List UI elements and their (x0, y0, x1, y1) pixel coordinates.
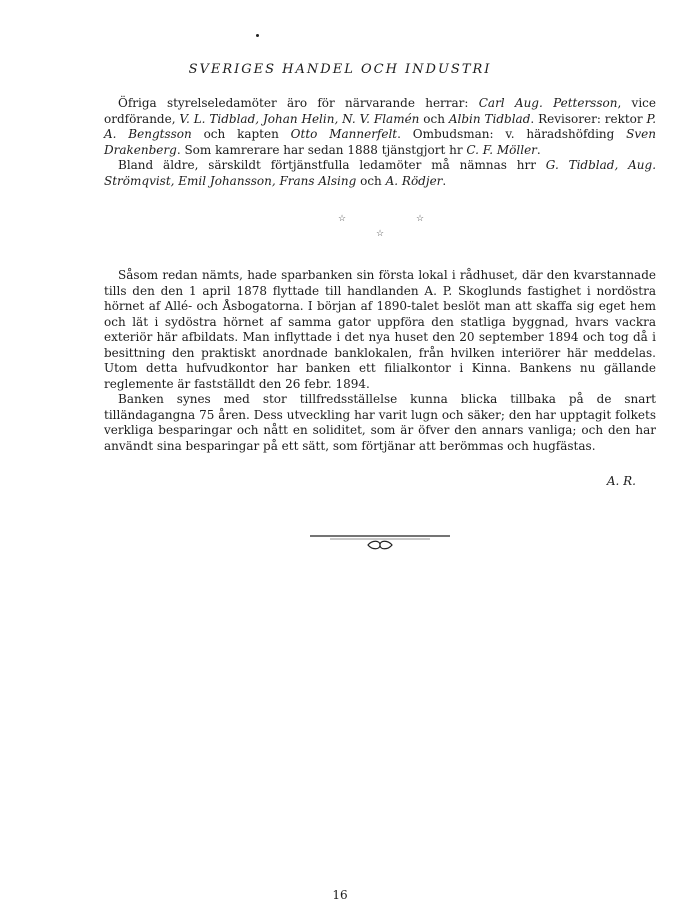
italic-name-run: Sven Drakenberg (104, 127, 656, 157)
italic-name-run: Albin Tidblad (448, 111, 531, 126)
italic-name-run: V. L. Tidblad, Johan Helin, N. V. Flamén (179, 111, 420, 126)
text-run: Bland äldre, särskildt förtjänstfulla ledamöter må nämnas hrr (118, 158, 546, 172)
board-paragraph-1 (104, 96, 656, 158)
divider-star-icon: ☆ (416, 214, 425, 224)
text-run: Öfriga styrelseledamöter äro för närvarande herrar: (118, 96, 479, 110)
history-paragraph-1: Såsom redan nämts, hade sparbanken sin första lokal i rådhuset, där den kvarstannade tills den den 1 april 1878 flyttade till handlanden A. P. Skoglunds fastighet i nordöstra hörnet af Allé- och Åsbogatorna. I början af 1890-talet beslöt man att skaffa sig eget hem och lät i sydöstra hörnet af samma gator uppföra den statliga byggnad, hvars vackra exteriör här afbildats. Man inflyttade i det nya huset den 20 september 1894 och tog då i besittning den praktiskt anordnade banklokalen, från hvilken interiörer här meddelas. Utom detta hufvudkontor har banken ett filialkontor i Kinna. Bankens nu gällande reglemente är fastställdt den 26 febr. 1894. (104, 268, 656, 391)
italic-name-run: Otto Mannerfelt (290, 127, 398, 141)
italic-name-run: Carl Aug. Pettersson (478, 96, 618, 110)
text-run: . (536, 142, 541, 157)
history-section (104, 268, 656, 454)
text-run: . Som kamrerare har sedan 1888 tjänstgjort hr (176, 142, 467, 157)
text-run: , vice ordförande, (104, 96, 656, 126)
signature: A. R. (606, 474, 636, 488)
page-number: 16 (332, 888, 348, 902)
divider-star-icon: ☆ (376, 229, 385, 239)
page-header: SVERIGES HANDEL OCH INDUSTRI (188, 62, 492, 77)
italic-name-run: G. Tidblad, Aug. Strömqvist, Emil Johansson, Frans Alsing (104, 158, 657, 188)
text-run: och kapten (191, 127, 291, 141)
board-section (104, 96, 656, 189)
history-paragraph-2: Banken synes med stor tillfredsställelse kunna blicka tillbaka på de snart tilländagangna 75 åren. Dess utveckling har varit lugn och säker; den har upptagit folkets verkliga besparingar och nått en soliditet, som är öfver den annars vanliga; och den har användt sina besparingar på ett sätt, som förtjänar att berömmas och hugfästas. (104, 392, 656, 453)
text-run: . (442, 173, 447, 188)
board-paragraph-2 (104, 158, 656, 189)
text-run: . Ombudsman: v. häradshöfding (397, 127, 627, 141)
text-run: och (419, 111, 449, 126)
text-run: och (356, 173, 386, 188)
italic-name-run: P. A. Bengtsson (104, 111, 657, 141)
text-run: . Revisorer: rektor (530, 111, 647, 126)
ink-speck (256, 34, 259, 37)
end-ornament (310, 532, 450, 552)
italic-name-run: A. Rödjer (385, 173, 443, 188)
divider-star-icon: ☆ (338, 214, 347, 224)
italic-name-run: C. F. Möller (466, 142, 537, 157)
